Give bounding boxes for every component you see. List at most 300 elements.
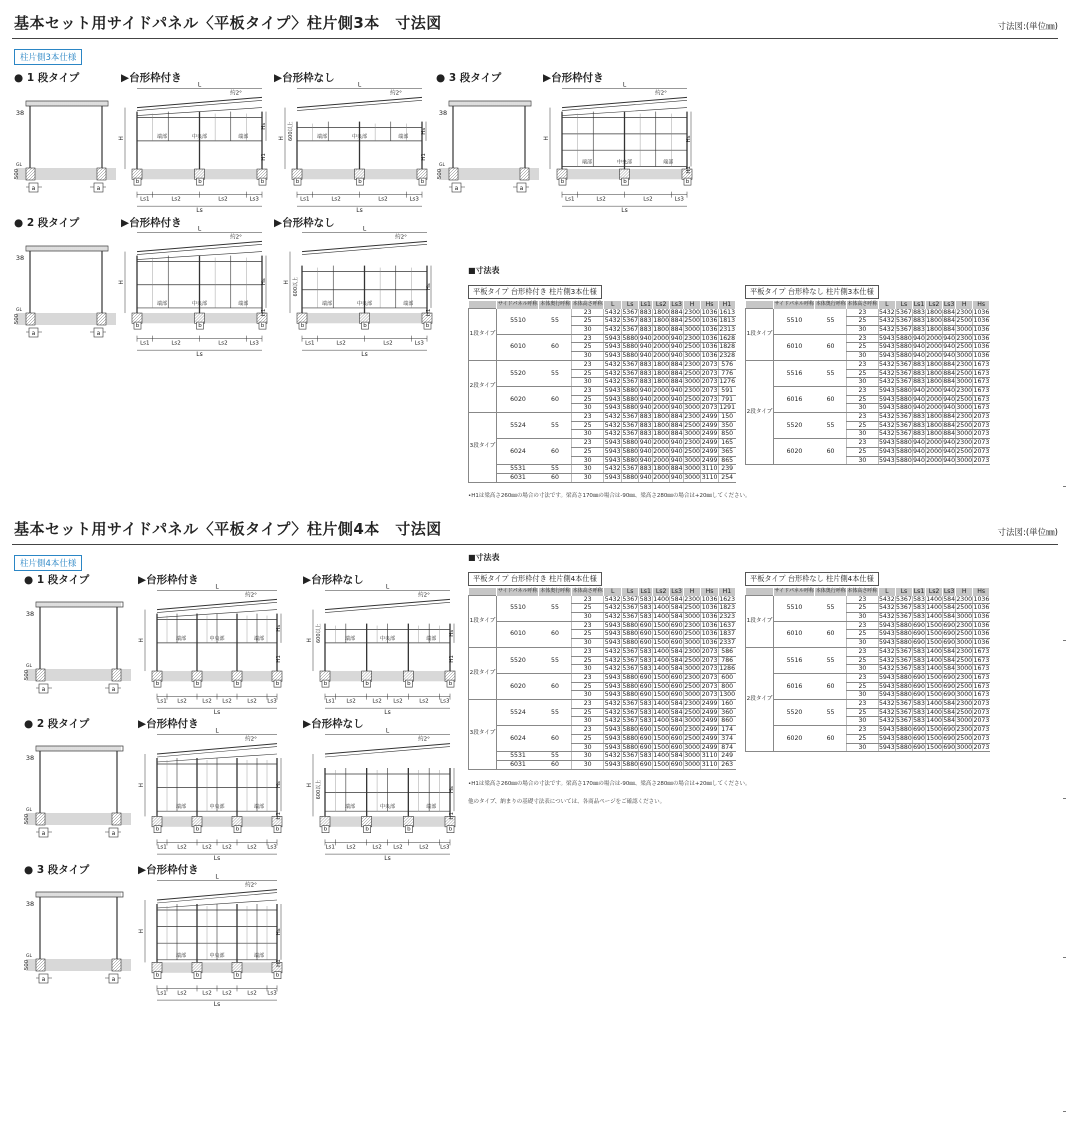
dimension-ls: Ls <box>213 1001 221 1009</box>
value-cell: 165 <box>718 439 735 448</box>
unit-label: 寸法図:(単位㎜) <box>997 22 1058 32</box>
value-cell: 5432 <box>604 308 621 316</box>
value-cell: 25 <box>847 343 879 352</box>
value-cell: 30 <box>847 743 879 752</box>
dimension-600: 600以上 <box>293 276 299 297</box>
value-cell: 1800 <box>653 465 670 473</box>
roof-slope <box>302 244 427 254</box>
center-label: 中央部 <box>379 804 396 811</box>
dimension-ls3: Ls3 <box>267 990 277 997</box>
value-cell: 2073 <box>701 404 718 412</box>
table-block <box>745 279 990 465</box>
value-cell: 940 <box>943 456 956 464</box>
value-cell: 883 <box>639 326 652 333</box>
value-cell: 940 <box>639 386 652 394</box>
value-cell: 2300 <box>684 700 700 708</box>
value-cell: 5367 <box>896 326 912 333</box>
value-cell: 1400 <box>926 613 942 620</box>
value-cell: 2000 <box>653 386 670 394</box>
value-cell: 690 <box>943 734 956 742</box>
value-cell: 2337 <box>719 639 736 647</box>
dimension-ls3: Ls3 <box>267 698 277 705</box>
value-cell: 584 <box>943 665 956 673</box>
value-cell: 5432 <box>878 378 895 386</box>
value-cell: 2073 <box>973 734 990 742</box>
value-cell: 23 <box>571 621 603 630</box>
panel-elevation-drawing <box>280 225 435 359</box>
value-cell: 1837 <box>719 630 736 638</box>
value-cell: 791 <box>718 395 735 404</box>
type-cell: 2段タイプ <box>469 360 497 412</box>
value-cell: 690 <box>943 691 956 699</box>
edge-label: 端部 <box>663 159 674 166</box>
value-cell: 690 <box>943 639 956 647</box>
dimension-ls1: Ls1 <box>157 844 167 851</box>
value-cell: 690 <box>913 682 925 690</box>
value-cell: 2073 <box>701 691 718 699</box>
value-cell: 584 <box>670 595 683 603</box>
table-row <box>746 700 990 709</box>
value-cell: 3000 <box>684 378 700 386</box>
edge-label: 端部 <box>581 159 593 166</box>
table-note-2: 他のタイプ、納まりの基礎寸法表については、各商品ページをご確認ください。 <box>468 799 666 805</box>
dimension-H1: H1 <box>421 153 427 161</box>
value-cell: 1400 <box>926 647 942 655</box>
value-cell: 2000 <box>926 404 942 412</box>
value-cell: 5367 <box>622 665 639 673</box>
dimension-b: b <box>323 826 328 833</box>
value-cell: 884 <box>670 369 683 377</box>
table-header-row <box>746 301 990 309</box>
panel-name-cell: 5524 <box>497 700 539 726</box>
table-row <box>469 726 736 735</box>
dimension-H: H <box>278 136 285 141</box>
value-cell: 690 <box>913 743 925 751</box>
value-cell: 1673 <box>973 665 990 673</box>
value-cell: 5367 <box>622 717 639 725</box>
value-cell: 1637 <box>719 621 736 629</box>
value-cell: 1800 <box>653 413 670 421</box>
edge-label: 端部 <box>175 952 187 959</box>
panel-name-cell: 5510 <box>774 309 815 335</box>
value-cell: 690 <box>913 726 925 734</box>
value-cell: 3000 <box>956 430 973 438</box>
type-2-framed-label: ▶台形枠付き <box>138 718 199 730</box>
roof-slope <box>325 599 450 609</box>
value-cell: 2000 <box>653 352 670 360</box>
value-cell: 1673 <box>973 682 990 690</box>
value-cell: 5432 <box>604 378 621 386</box>
dimension-b: b <box>275 681 280 688</box>
value-cell: 3000 <box>684 760 700 768</box>
value-cell: 5880 <box>896 743 912 751</box>
dimension-b: b <box>235 972 240 979</box>
dimension-H1: H1 <box>261 308 267 317</box>
value-cell: 940 <box>943 343 956 351</box>
panel-elevation-svg <box>135 727 285 863</box>
value-cell: 2499 <box>701 726 718 734</box>
edge-label: 端部 <box>426 635 437 642</box>
value-cell: 1036 <box>973 326 990 333</box>
depth-cell: 55 <box>815 360 847 386</box>
value-cell: 350 <box>718 421 735 430</box>
value-cell: 1800 <box>653 369 670 377</box>
value-cell: 2000 <box>653 404 670 412</box>
value-cell: 5943 <box>604 456 621 464</box>
depth-cell: 60 <box>539 726 571 752</box>
value-cell: 5880 <box>896 386 912 394</box>
type-2-label: ● 2 段タイプ <box>14 217 80 229</box>
dimension-ls2: Ls2 <box>171 196 181 203</box>
dimension-ls2: Ls2 <box>383 340 393 347</box>
panel-name-cell: 5524 <box>497 413 539 439</box>
value-cell: 5943 <box>604 395 621 403</box>
value-cell: 1400 <box>653 595 670 603</box>
column-header: サイドパネル呼称 <box>497 588 538 594</box>
value-cell: 883 <box>913 317 925 325</box>
column-header: Ls <box>895 301 912 309</box>
value-cell: 584 <box>670 613 683 620</box>
value-cell: 5432 <box>878 369 895 377</box>
value-cell: 2073 <box>973 726 990 734</box>
table-row <box>746 309 990 317</box>
dimension-ls2: Ls2 <box>222 844 232 851</box>
value-cell: 1036 <box>701 639 718 647</box>
value-cell: 23 <box>571 726 603 735</box>
angle-label: 約2° <box>418 736 430 743</box>
dimension-ls2: Ls2 <box>419 844 429 851</box>
value-cell: 3000 <box>956 456 973 464</box>
margin-mark <box>1063 640 1066 641</box>
value-cell: 5943 <box>604 726 621 734</box>
value-cell: 2313 <box>719 326 736 333</box>
value-cell: 30 <box>571 430 603 439</box>
value-cell: 884 <box>943 430 956 438</box>
table-row <box>469 647 736 656</box>
value-cell: 940 <box>639 343 652 351</box>
value-cell: 690 <box>913 639 925 647</box>
table-header-row <box>469 588 736 596</box>
value-cell: 1400 <box>653 708 670 716</box>
value-cell: 2073 <box>701 378 718 386</box>
value-cell: 5367 <box>896 717 912 725</box>
value-cell: 2500 <box>956 708 973 716</box>
dimension-38: 38 <box>25 754 35 762</box>
table-row <box>469 700 736 709</box>
roof-slope <box>157 744 277 754</box>
table-row <box>469 473 736 482</box>
value-cell: 884 <box>670 378 683 386</box>
value-cell: 23 <box>571 439 603 448</box>
value-cell: 940 <box>670 473 683 481</box>
value-cell: 1800 <box>926 326 942 333</box>
value-cell: 25 <box>571 682 603 691</box>
value-cell: 25 <box>847 708 879 717</box>
value-cell: 884 <box>943 308 956 316</box>
value-cell: 786 <box>718 656 735 665</box>
table-row <box>469 386 736 395</box>
gl-label: GL <box>26 808 32 813</box>
value-cell: 583 <box>913 647 925 655</box>
value-cell: 5367 <box>622 700 639 708</box>
dimension-table <box>745 588 990 752</box>
table-row <box>469 752 736 761</box>
value-cell: 5880 <box>896 456 912 464</box>
value-cell: 5943 <box>604 682 621 690</box>
edge-label: 端部 <box>316 133 328 140</box>
value-cell: 2073 <box>973 743 990 751</box>
value-cell: 5943 <box>604 343 621 351</box>
dimension-table <box>468 301 736 483</box>
value-cell: 690 <box>943 630 956 638</box>
value-cell: 2073 <box>701 673 718 681</box>
type-cell: 2段タイプ <box>469 647 497 699</box>
type-2-frameless-label: ▶台形枠なし <box>303 718 364 730</box>
column-header: L <box>878 588 895 596</box>
value-cell: 690 <box>913 734 925 742</box>
value-cell: 5943 <box>604 404 621 412</box>
value-cell: 5880 <box>896 621 912 629</box>
value-cell: 690 <box>639 760 652 768</box>
gl-label: GL <box>16 308 22 313</box>
table-row <box>469 465 736 474</box>
value-cell: 2300 <box>956 726 973 734</box>
value-cell: 5880 <box>896 334 912 342</box>
value-cell: 30 <box>847 430 879 439</box>
value-cell: 584 <box>943 604 956 612</box>
column-header: Ls2 <box>652 301 670 309</box>
value-cell: 30 <box>571 465 603 474</box>
value-cell: 1036 <box>973 595 990 603</box>
value-cell: 5943 <box>604 734 621 742</box>
column-header: H <box>956 588 973 596</box>
dimension-H: H <box>138 928 145 934</box>
value-cell: 1828 <box>719 343 736 351</box>
value-cell: 2499 <box>701 430 718 438</box>
margin-mark <box>1063 957 1066 958</box>
value-cell: 23 <box>847 386 879 395</box>
roof-slope <box>157 599 277 609</box>
value-cell: 2000 <box>926 352 942 360</box>
value-cell: 2300 <box>956 386 973 394</box>
value-cell: 2000 <box>926 447 942 455</box>
value-cell: 583 <box>639 665 652 673</box>
value-cell: 1036 <box>973 639 990 647</box>
value-cell: 5432 <box>604 317 621 325</box>
value-cell: 1673 <box>973 656 990 664</box>
value-cell: 1800 <box>653 421 670 429</box>
column-header: 本体奥行呼称 <box>540 301 571 307</box>
panel-name-cell: 6031 <box>497 760 539 769</box>
value-cell: 23 <box>847 360 879 369</box>
value-cell: 850 <box>718 430 735 439</box>
side-view-svg <box>20 596 135 696</box>
dimension-600: 600以上 <box>288 121 294 142</box>
column-header: H <box>683 588 701 596</box>
value-cell: 1813 <box>719 317 736 325</box>
dimension-ls3: Ls3 <box>674 196 684 203</box>
value-cell: 690 <box>670 691 683 699</box>
value-cell: 3000 <box>684 691 700 699</box>
value-cell: 940 <box>670 352 683 360</box>
value-cell: 1673 <box>973 404 990 412</box>
value-cell: 5432 <box>878 317 895 325</box>
table-row <box>469 309 736 317</box>
dimension-b: b <box>260 179 265 186</box>
depth-cell: 55 <box>815 413 847 439</box>
panel-name-cell: 6020 <box>497 673 539 699</box>
value-cell: 5432 <box>604 656 621 664</box>
value-cell: 5432 <box>878 595 895 603</box>
value-cell: 5432 <box>878 647 895 655</box>
value-cell: 5880 <box>622 639 639 647</box>
value-cell: 1300 <box>719 691 736 699</box>
roof-beam <box>449 101 531 106</box>
panel-name-cell: 6010 <box>497 334 539 360</box>
value-cell: 5943 <box>604 630 621 638</box>
edge-label: 端部 <box>238 133 249 140</box>
value-cell: 1800 <box>653 326 670 333</box>
edge-label: 端部 <box>344 635 356 642</box>
value-cell: 883 <box>913 369 925 377</box>
value-cell: 883 <box>639 413 652 421</box>
table-note: •H1は梁高さ260㎜の場合の寸法です。梁高さ170㎜の場合は-90㎜、梁高さ280㎜の場合は+20㎜してください。 <box>468 781 751 787</box>
value-cell: 23 <box>847 439 879 448</box>
value-cell: 940 <box>670 386 683 394</box>
value-cell: 5367 <box>622 326 639 333</box>
ground-band <box>153 816 281 826</box>
value-cell: 940 <box>943 439 956 447</box>
value-cell: 5880 <box>896 404 912 412</box>
value-cell: 884 <box>670 308 683 316</box>
value-cell: 25 <box>847 734 879 743</box>
value-cell: 25 <box>571 656 603 665</box>
panel-name-cell: 5516 <box>774 360 815 386</box>
side-view-svg <box>10 95 120 195</box>
value-cell: 3000 <box>956 743 973 751</box>
dimension-H: H <box>138 638 145 643</box>
angle-label: 約2° <box>245 736 257 743</box>
unit-label: 寸法図:(単位㎜) <box>997 528 1058 538</box>
value-cell: 263 <box>718 760 735 769</box>
value-cell: 23 <box>847 309 879 317</box>
value-cell: 30 <box>847 691 879 700</box>
value-cell: 30 <box>847 378 879 387</box>
value-cell: 2300 <box>956 334 973 342</box>
title-rule <box>12 38 1058 39</box>
value-cell: 583 <box>639 647 652 655</box>
table-title: ■寸法表 <box>468 266 500 275</box>
value-cell: 940 <box>913 343 925 351</box>
section-3-post <box>0 0 1080 520</box>
roof-slope <box>137 241 262 251</box>
value-cell: 690 <box>670 743 683 751</box>
value-cell: 3000 <box>684 404 700 412</box>
panel-elevation-drawing <box>135 727 285 863</box>
value-cell: 1400 <box>926 708 942 716</box>
value-cell: 1800 <box>653 360 670 368</box>
panel-elevation-svg <box>280 225 435 359</box>
column-header: Hs <box>701 301 719 309</box>
value-cell: 883 <box>639 308 652 316</box>
type-1-label: ● 1 段タイプ <box>24 574 90 586</box>
dimension-ls1: Ls1 <box>157 698 167 705</box>
dimension-Hs: Hs <box>261 122 267 130</box>
value-cell: 1036 <box>973 621 990 629</box>
value-cell: 2300 <box>956 439 973 447</box>
value-cell: 3000 <box>684 430 700 438</box>
dimension-600: 600以上 <box>316 623 322 644</box>
panel-name-cell: 6024 <box>497 726 539 752</box>
value-cell: 2499 <box>701 447 718 455</box>
depth-cell: 60 <box>539 673 571 699</box>
table-header-row <box>746 588 990 596</box>
column-header: Ls3 <box>943 587 955 595</box>
value-cell: 1673 <box>973 386 990 394</box>
value-cell: 5943 <box>878 456 895 464</box>
margin-mark <box>1063 1111 1066 1112</box>
value-cell: 1823 <box>719 604 736 612</box>
depth-cell: 60 <box>815 621 847 647</box>
table-row <box>469 621 736 630</box>
value-cell: 2300 <box>956 360 973 368</box>
dimension-b: b <box>407 681 411 688</box>
value-cell: 5943 <box>878 621 895 629</box>
value-cell: 5943 <box>604 447 621 455</box>
value-cell: 690 <box>913 691 925 699</box>
value-cell: 25 <box>847 317 879 326</box>
value-cell: 1500 <box>653 682 670 690</box>
column-header: Ls1 <box>913 300 925 308</box>
value-cell: 3000 <box>684 613 700 620</box>
section-title: 基本セット用サイドパネル〈平板タイプ〉柱片側4本 寸法図 <box>14 520 442 538</box>
value-cell: 884 <box>943 360 956 368</box>
value-cell: 940 <box>943 395 956 403</box>
column-header: 本体高さ呼称 <box>572 588 603 594</box>
value-cell: 1036 <box>701 604 718 612</box>
header-blank <box>746 301 774 309</box>
value-cell: 883 <box>913 326 925 333</box>
panel-name-cell: 6031 <box>497 473 539 482</box>
value-cell: 2500 <box>684 630 700 638</box>
value-cell: 23 <box>571 386 603 395</box>
side-view-drawing <box>20 596 135 696</box>
value-cell: 5880 <box>622 404 639 412</box>
dimension-ls: Ls <box>213 709 221 717</box>
value-cell: 690 <box>670 726 683 734</box>
column-header: 本体奥行呼称 <box>815 588 846 594</box>
value-cell: 940 <box>670 404 683 412</box>
value-cell: 5432 <box>604 326 621 333</box>
value-cell: 940 <box>639 404 652 412</box>
depth-cell: 55 <box>815 647 847 673</box>
value-cell: 883 <box>913 308 925 316</box>
value-cell: 3000 <box>684 473 700 481</box>
value-cell: 25 <box>571 604 603 613</box>
value-cell: 5367 <box>622 421 639 429</box>
value-cell: 30 <box>847 665 879 674</box>
column-header: L <box>604 588 622 596</box>
dimension-a: a <box>96 330 101 337</box>
value-cell: 5880 <box>896 395 912 403</box>
depth-cell: 55 <box>539 647 571 673</box>
value-cell: 5943 <box>878 334 895 342</box>
dimension-ls2: Ls2 <box>222 698 232 705</box>
value-cell: 5367 <box>896 421 912 429</box>
value-cell: 1036 <box>701 334 718 342</box>
value-cell: 1400 <box>926 604 942 612</box>
value-cell: 883 <box>913 378 925 386</box>
